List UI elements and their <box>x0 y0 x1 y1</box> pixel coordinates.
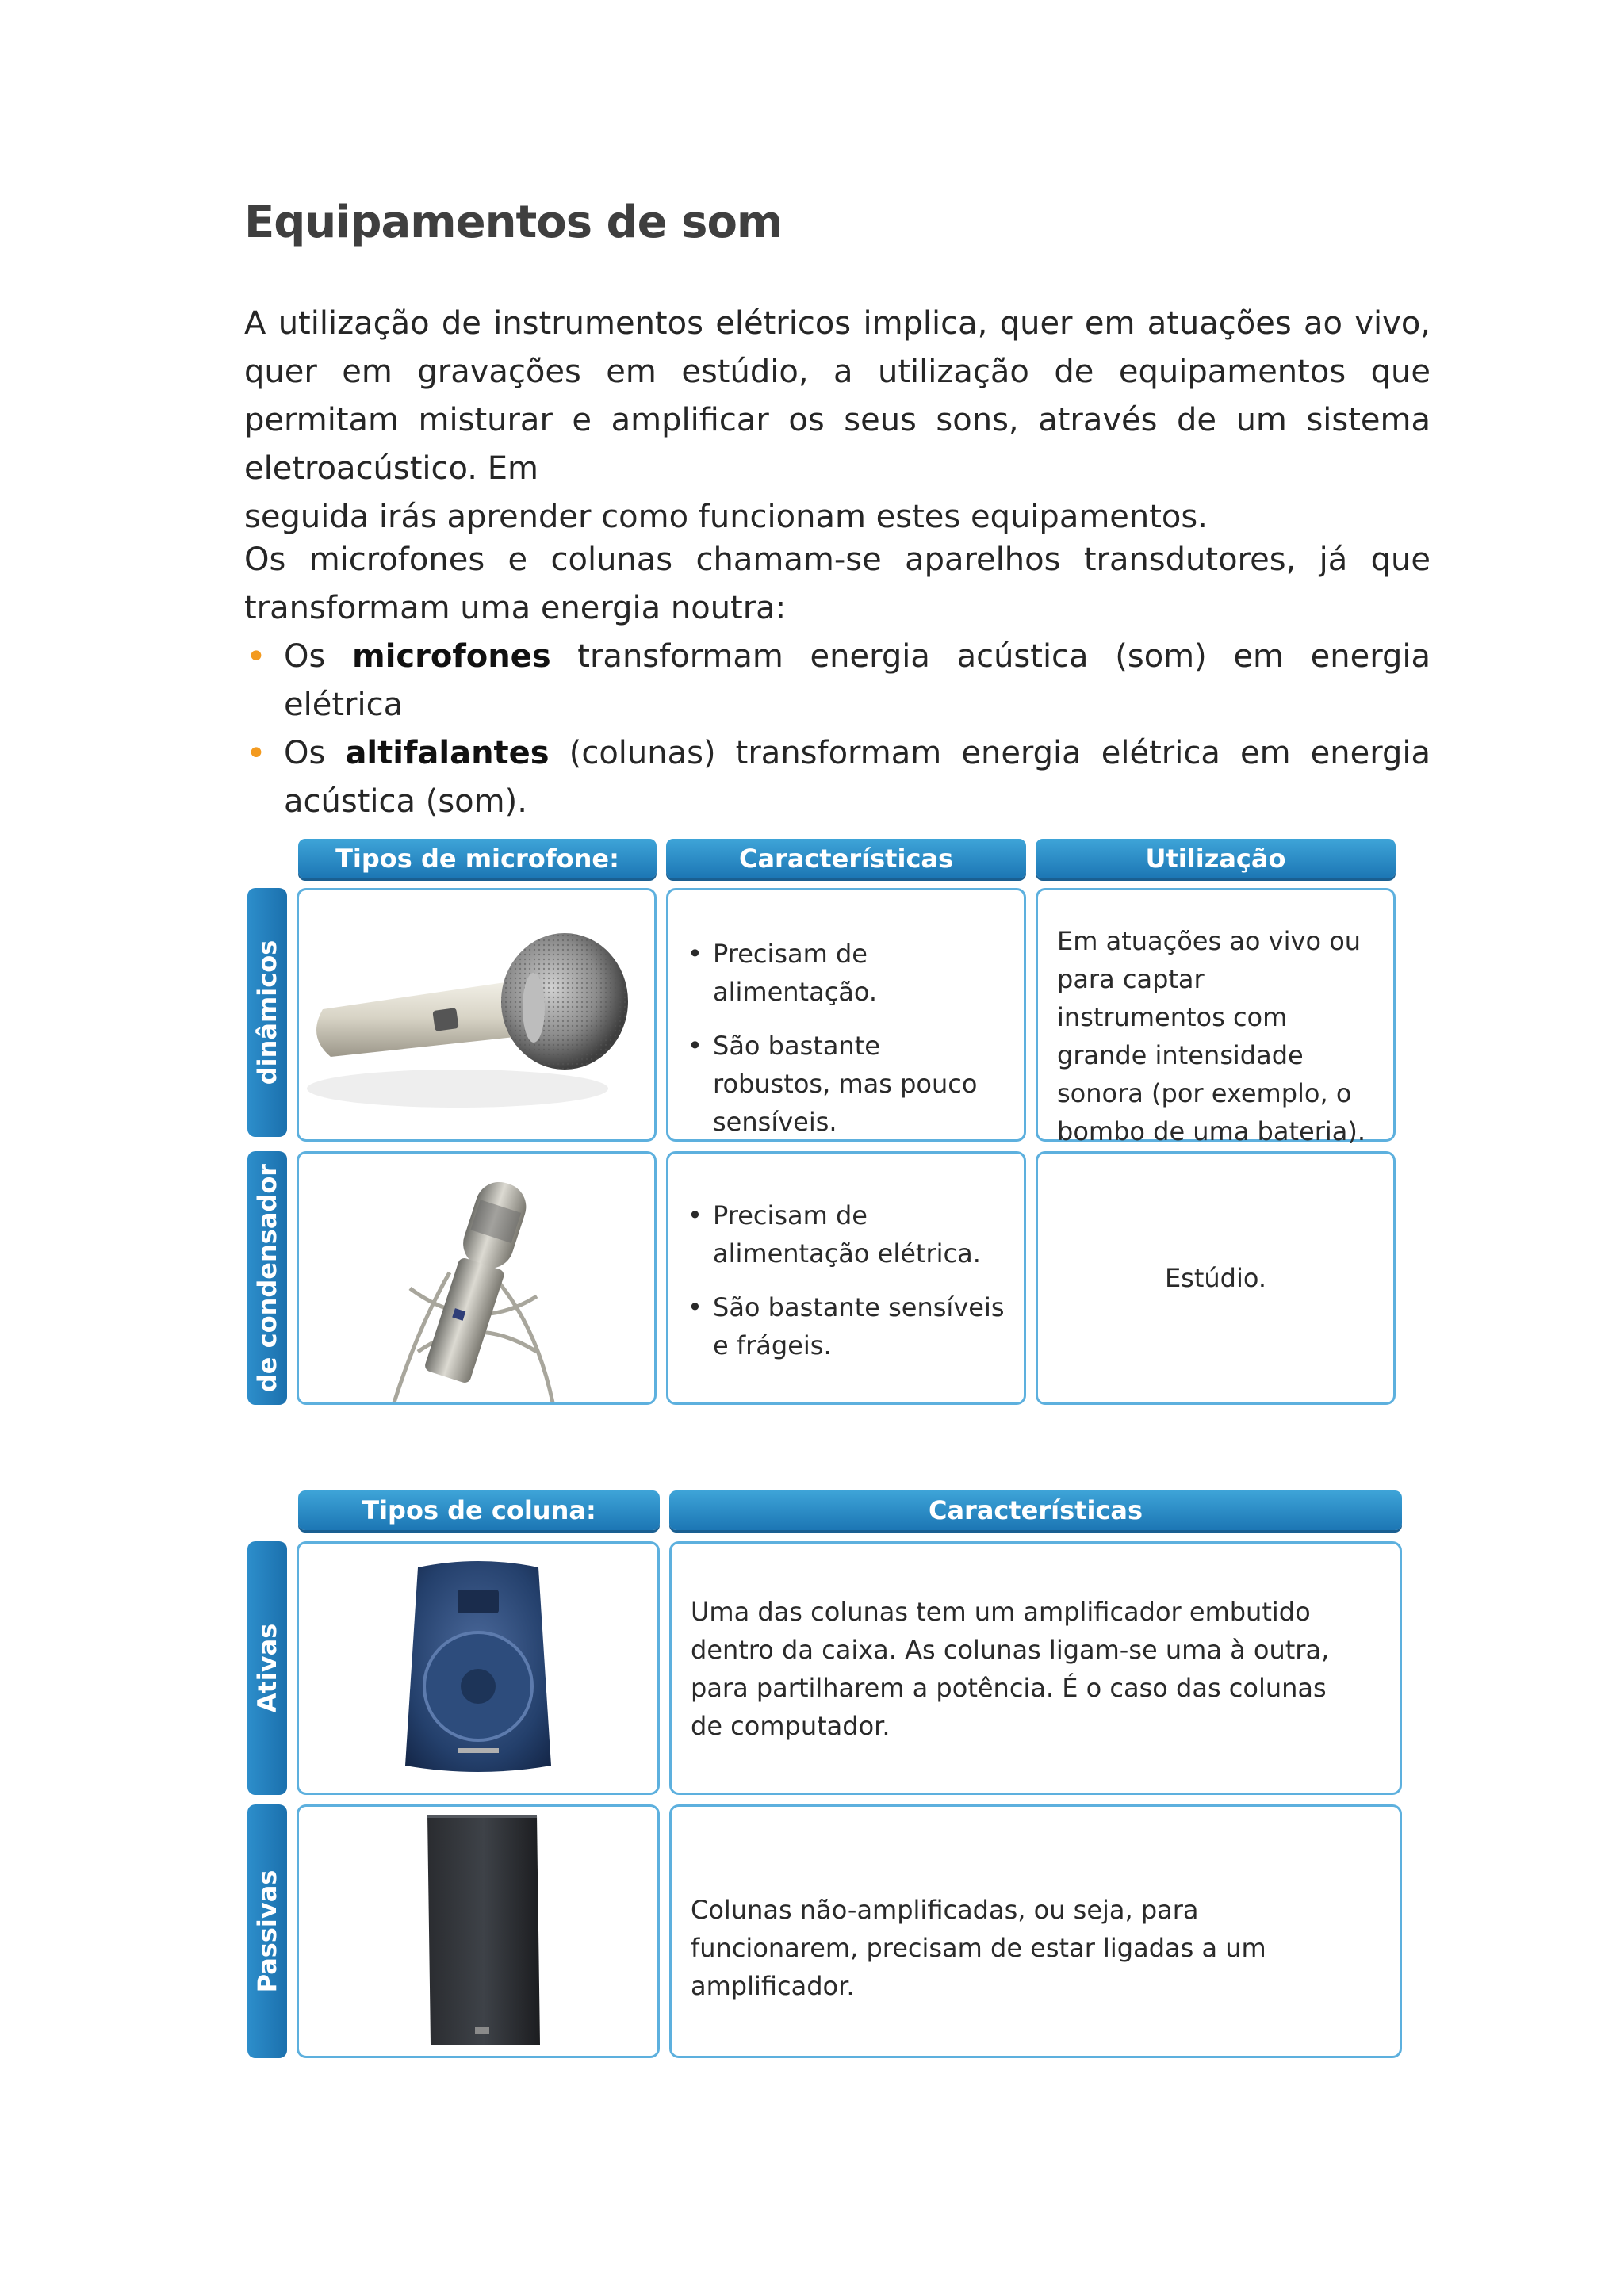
dynamic-microphone-icon <box>299 890 654 1139</box>
intro-paragraph <box>244 300 1431 541</box>
list-item: • Precisam de alimentação. <box>688 935 1005 1011</box>
bullet-icon: • <box>246 637 266 677</box>
list-item: • São bastante sensíveis e frágeis. <box>688 1288 1005 1364</box>
bullet-icon: • <box>246 733 266 774</box>
condenser-features-cell <box>666 1151 1026 1405</box>
active-speaker-image <box>297 1541 660 1795</box>
list-item: • Os microfones transformam energia acústica (som) em energia elétrica <box>244 633 1431 729</box>
row-label-condenser: de condensador <box>247 1151 287 1405</box>
passive-speaker-icon <box>299 1807 657 2056</box>
active-characteristics-cell <box>669 1541 1402 1795</box>
list-item: • Precisam de alimentação elétrica. <box>688 1196 1005 1272</box>
row-label-dynamic: dinâmicos <box>247 888 287 1137</box>
passive-speaker-image <box>297 1804 660 2058</box>
passive-characteristics-cell <box>669 1804 1402 2058</box>
condenser-usage-cell <box>1036 1151 1396 1405</box>
table-header-mic-types: Tipos de microfone: <box>298 839 657 878</box>
row-label-passive: Passivas <box>247 1804 287 2058</box>
transducer-paragraph: Os microfones e colunas chamam-se aparelhos transdutores, já que transformam uma energia noutra: <box>244 541 1431 626</box>
list-item: • São bastante robustos, mas pouco sensíveis. <box>688 1027 1005 1141</box>
characteristics-text: Uma das colunas tem um amplificador embutido dentro da caixa. As colunas ligam-se uma à outra, para partilharem a potência. É o caso das colunas de computador. <box>691 1597 1330 1741</box>
active-speaker-icon <box>299 1544 657 1793</box>
dynamic-microphone-image <box>297 888 657 1142</box>
usage-text: Em atuações ao vivo ou para captar instrumentos com grande intensidade sonora (por exemplo, o bombo de uma bateria). <box>1057 926 1365 1146</box>
page-title: Equipamentos de som <box>244 197 783 248</box>
table-header-usage: Utilização <box>1036 839 1396 878</box>
transducer-list <box>244 633 1431 826</box>
usage-text: Estúdio. <box>1164 1263 1267 1293</box>
condenser-microphone-image <box>297 1151 657 1405</box>
intro-paragraph-last-line: seguida irás aprender como funcionam estes equipamentos. <box>244 499 1208 535</box>
dynamic-usage-cell <box>1036 888 1396 1146</box>
row-label-active: Ativas <box>247 1541 287 1795</box>
characteristics-text: Colunas não-amplificadas, ou seja, para funcionarem, precisam de estar ligadas a um amplificador. <box>691 1895 1266 2001</box>
dynamic-features-cell <box>666 888 1026 1142</box>
condenser-microphone-icon <box>299 1154 654 1402</box>
table-header-speaker-types: Tipos de coluna: <box>298 1490 660 1530</box>
intro-paragraph-text: A utilização de instrumentos elétricos implica, quer em atuações ao vivo, quer em gravações em estúdio, a utilização de equipamentos que permitam misturar e amplificar os seus sons, através de um sistema eletroacústico. Em <box>244 305 1431 487</box>
table-header-characteristics: Características <box>666 839 1026 878</box>
table-header-characteristics: Características <box>669 1490 1402 1530</box>
list-item: • Os altifalantes (colunas) transformam energia elétrica em energia acústica (som). <box>244 729 1431 826</box>
